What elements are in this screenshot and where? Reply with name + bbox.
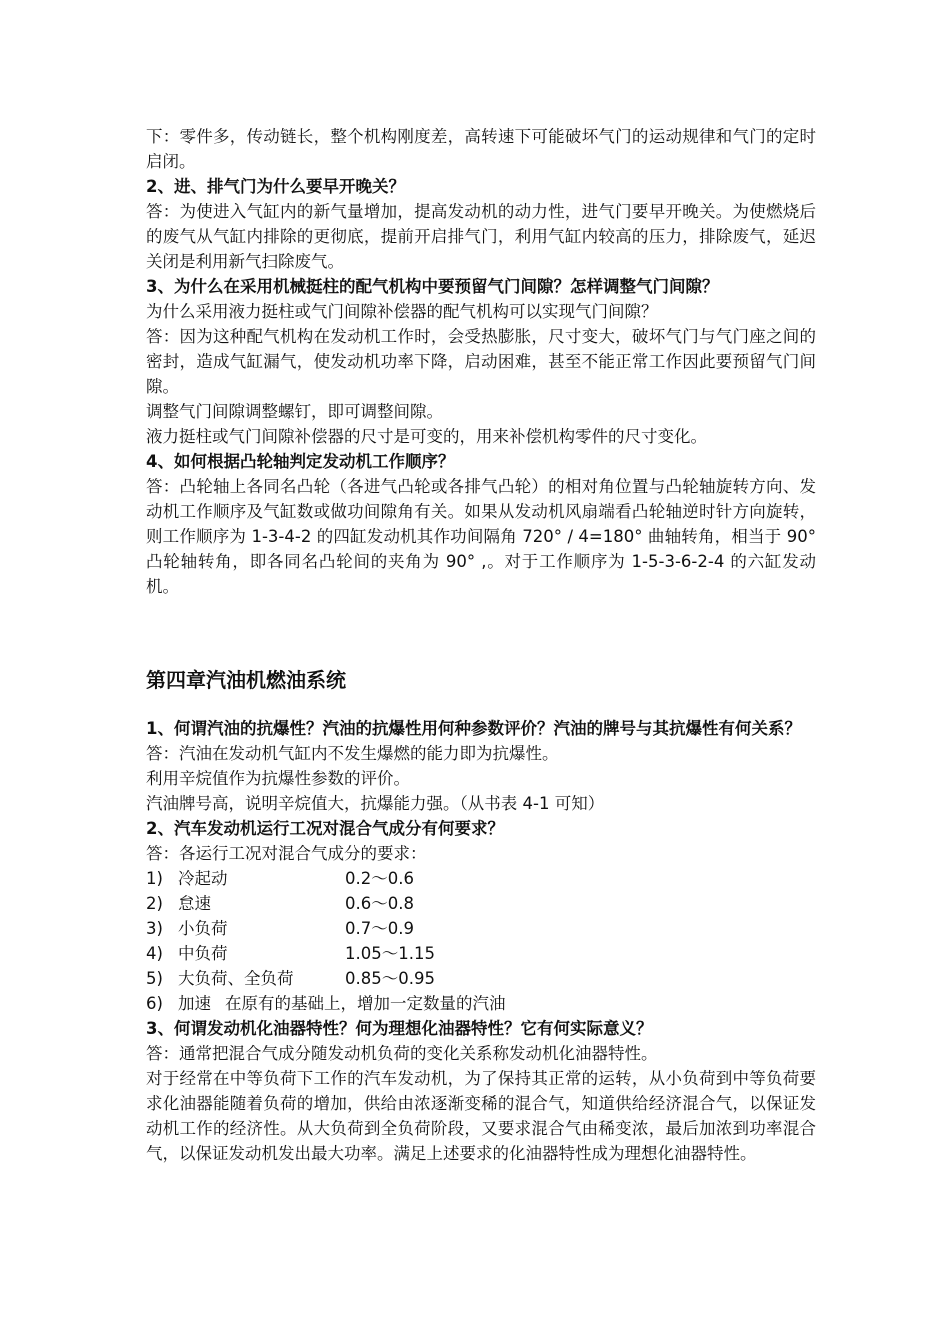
answer-paragraph: 答：凸轮轴上各同名凸轮（各进气凸轮或各排气凸轮）的相对角位置与凸轮轴旋转方向、发动机工作顺序及气缸数或做功间隙角有关。如果从发动机风扇端看凸轮轴逆时针方向旋转，则工作顺序为 1-3-4-2 的四缸发动机其作功间隔角 720° / 4=180° 曲轴转角，相当于 90° 凸轮轴转角，即各同名凸轮间的夹角为 90° ,。对于工作顺序为 1-5-3-6-2-4 的六缸发动机。 [146,477,816,596]
list-number: 5) [146,969,163,988]
answer-paragraph: 答：因为这种配气机构在发动机工作时，会受热膨胀，尺寸变大，破坏气门与气门座之间的密封，造成气缸漏气，使发动机功率下降，启动困难，甚至不能正常工作因此要预留气门间隙。 [146,327,816,396]
chapter-title: 第四章汽油机燃油系统 [146,668,346,692]
list-number: 4) [146,944,163,963]
list-value: 0.2～0.6 [345,869,414,888]
answer-paragraph: 液力挺柱或气门间隙补偿器的尺寸是可变的，用来补偿机构零件的尺寸变化。 [146,427,707,446]
answer-paragraph: 答：汽油在发动机气缸内不发生爆燃的能力即为抗爆性。 [146,744,559,763]
list-value: 0.6～0.8 [345,894,414,913]
document-page [146,124,816,1166]
question-heading: 3、何谓发动机化油器特性？何为理想化油器特性？它有何实际意义？ [146,1019,653,1038]
question-heading: 2、汽车发动机运行工况对混合气成分有何要求？ [146,819,504,838]
list-condition: 加速 [178,994,211,1013]
list-condition: 冷起动 [178,869,228,888]
list-number: 6) [146,994,163,1013]
list-condition: 小负荷 [178,919,228,938]
list-item [146,991,816,1016]
list-number: 3) [146,919,163,938]
list-condition: 怠速 [178,894,211,913]
list-item [146,941,816,966]
list-number: 2) [146,894,163,913]
question-subline: 为什么采用液力挺柱或气门间隙补偿器的配气机构可以实现气门间隙？ [146,302,658,321]
answer-paragraph: 对于经常在中等负荷下工作的汽车发动机，为了保持其正常的运转，从小负荷到中等负荷要求化油器能随着负荷的增加，供给由浓逐渐变稀的混合气，知道供给经济混合气，以保证发动机工作的经济性。从大负荷到全负荷阶段，又要求混合气由稀变浓，最后加浓到功率混合气，以保证发动机发出最大功率。满足上述要求的化油器特性成为理想化油器特性。 [146,1069,816,1163]
answer-paragraph: 利用辛烷值作为抗爆性参数的评价。 [146,769,410,788]
list-condition: 中负荷 [178,944,228,963]
list-number: 1) [146,869,163,888]
question-heading: 2、进、排气门为什么要早开晚关？ [146,177,405,196]
list-item [146,891,816,916]
answer-paragraph: 调整气门间隙调整螺钉，即可调整间隙。 [146,402,443,421]
question-heading: 4、如何根据凸轮轴判定发动机工作顺序？ [146,452,455,471]
answer-paragraph: 答：通常把混合气成分随发动机负荷的变化关系称发动机化油器特性。 [146,1044,658,1063]
list-value: 0.7～0.9 [345,919,414,938]
paragraph: 下：零件多，传动链长，整个机构刚度差，高转速下可能破坏气门的运动规律和气门的定时启闭。 [146,127,816,171]
answer-paragraph: 答：各运行工况对混合气成分的要求： [146,844,427,863]
answer-paragraph: 汽油牌号高，说明辛烷值大，抗爆能力强。（从书表 4-1 可知） [146,794,605,813]
question-heading: 3、为什么在采用机械挺柱的配气机构中要预留气门间隙？怎样调整气门间隙？ [146,277,719,296]
list-value: 在原有的基础上，增加一定数量的汽油 [225,994,506,1013]
list-value: 1.05～1.15 [345,944,435,963]
list-item [146,916,816,941]
list-condition: 大负荷、全负荷 [178,969,294,988]
list-item [146,966,816,991]
list-item [146,866,816,891]
answer-paragraph: 答：为使进入气缸内的新气量增加，提高发动机的动力性，进气门要早开晚关。为使燃烧后的废气从气缸内排除的更彻底，提前开启排气门，利用气缸内较高的压力，排除废气，延迟关闭是利用新气扫除废气。 [146,202,816,271]
question-heading: 1、何谓汽油的抗爆性？汽油的抗爆性用何种参数评价？汽油的牌号与其抗爆性有何关系？ [146,719,801,738]
list-value: 0.85～0.95 [345,969,435,988]
